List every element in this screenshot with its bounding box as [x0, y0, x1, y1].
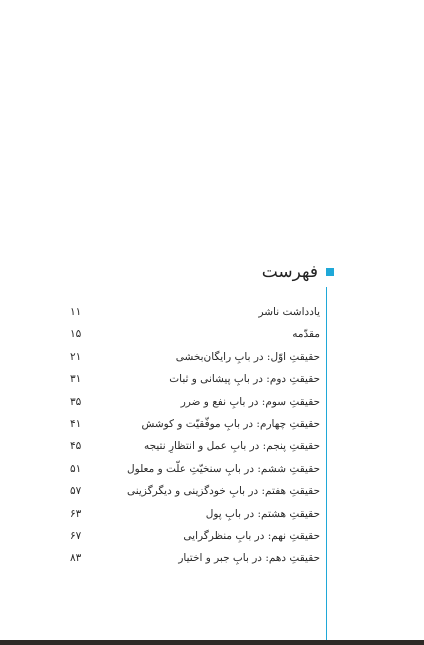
page-bottom-edge — [0, 640, 424, 645]
toc-entry — [70, 462, 320, 484]
toc-entry-page: ۳۱ — [70, 373, 82, 386]
toc-entry-page: ۱۵ — [70, 328, 82, 341]
toc-entry-label: حقیقتِ ششم: در بابِ سنخیّتِ علّت و معلول — [127, 462, 320, 475]
toc-entry-label: مقدّمه — [292, 328, 320, 341]
square-bullet-icon — [326, 268, 334, 276]
toc-entry-label: حقیقتِ هشتم: در بابِ پول — [205, 507, 320, 520]
toc-entry-label: حقیقتِ دهم: در بابِ جبر و اختیار — [178, 552, 320, 565]
toc-entry — [70, 395, 320, 417]
toc-entry — [70, 507, 320, 529]
toc-entry-label: حقیقتِ سوم: در بابِ نفع و ضرر — [180, 395, 320, 408]
toc-entry-label: حقیقتِ اوّل: در بابِ رایگان‌بخشی — [175, 350, 320, 363]
toc-entry-page: ۴۱ — [70, 417, 82, 430]
toc-entry-page: ۶۷ — [70, 529, 82, 542]
toc-entry-page: ۲۱ — [70, 350, 82, 363]
toc-entry-page: ۱۱ — [70, 306, 82, 318]
toc-entry — [70, 305, 320, 327]
toc-entry — [70, 551, 320, 573]
toc-entry-label: حقیقتِ دوم: در بابِ پیشانی و ثبات — [169, 373, 320, 386]
toc-title: فهرست — [261, 262, 318, 282]
toc-entry-label: حقیقتِ پنجم: در بابِ عمل و انتظارِ نتیجه — [143, 440, 320, 453]
toc-list — [70, 305, 320, 574]
toc-entry-page: ۴۵ — [70, 440, 82, 453]
toc-entry — [70, 372, 320, 394]
toc-entry-page: ۸۳ — [70, 552, 82, 565]
toc-entry-label: حقیقتِ نهم: در بابِ منظرگرایی — [183, 529, 320, 542]
toc-entry-label: حقیقتِ هفتم: در بابِ خودگزینی و دیگرگزینی — [126, 485, 320, 498]
toc-entry-page: ۳۵ — [70, 395, 82, 408]
toc-entry — [70, 529, 320, 551]
toc-entry — [70, 484, 320, 506]
toc-entry-label: حقیقتِ چهارم: در بابِ موفّقیّت و کوشش — [141, 417, 320, 430]
accent-vertical-rule — [326, 287, 327, 640]
toc-entry — [70, 350, 320, 372]
toc-entry-page: ۵۷ — [70, 485, 82, 498]
toc-header — [262, 262, 334, 282]
toc-entry — [70, 439, 320, 461]
toc-entry-page: ۶۳ — [70, 507, 82, 520]
toc-entry — [70, 417, 320, 439]
toc-entry — [70, 327, 320, 349]
toc-entry-page: ۵۱ — [70, 462, 82, 475]
toc-entry-label: یادداشت ناشر — [258, 306, 320, 318]
